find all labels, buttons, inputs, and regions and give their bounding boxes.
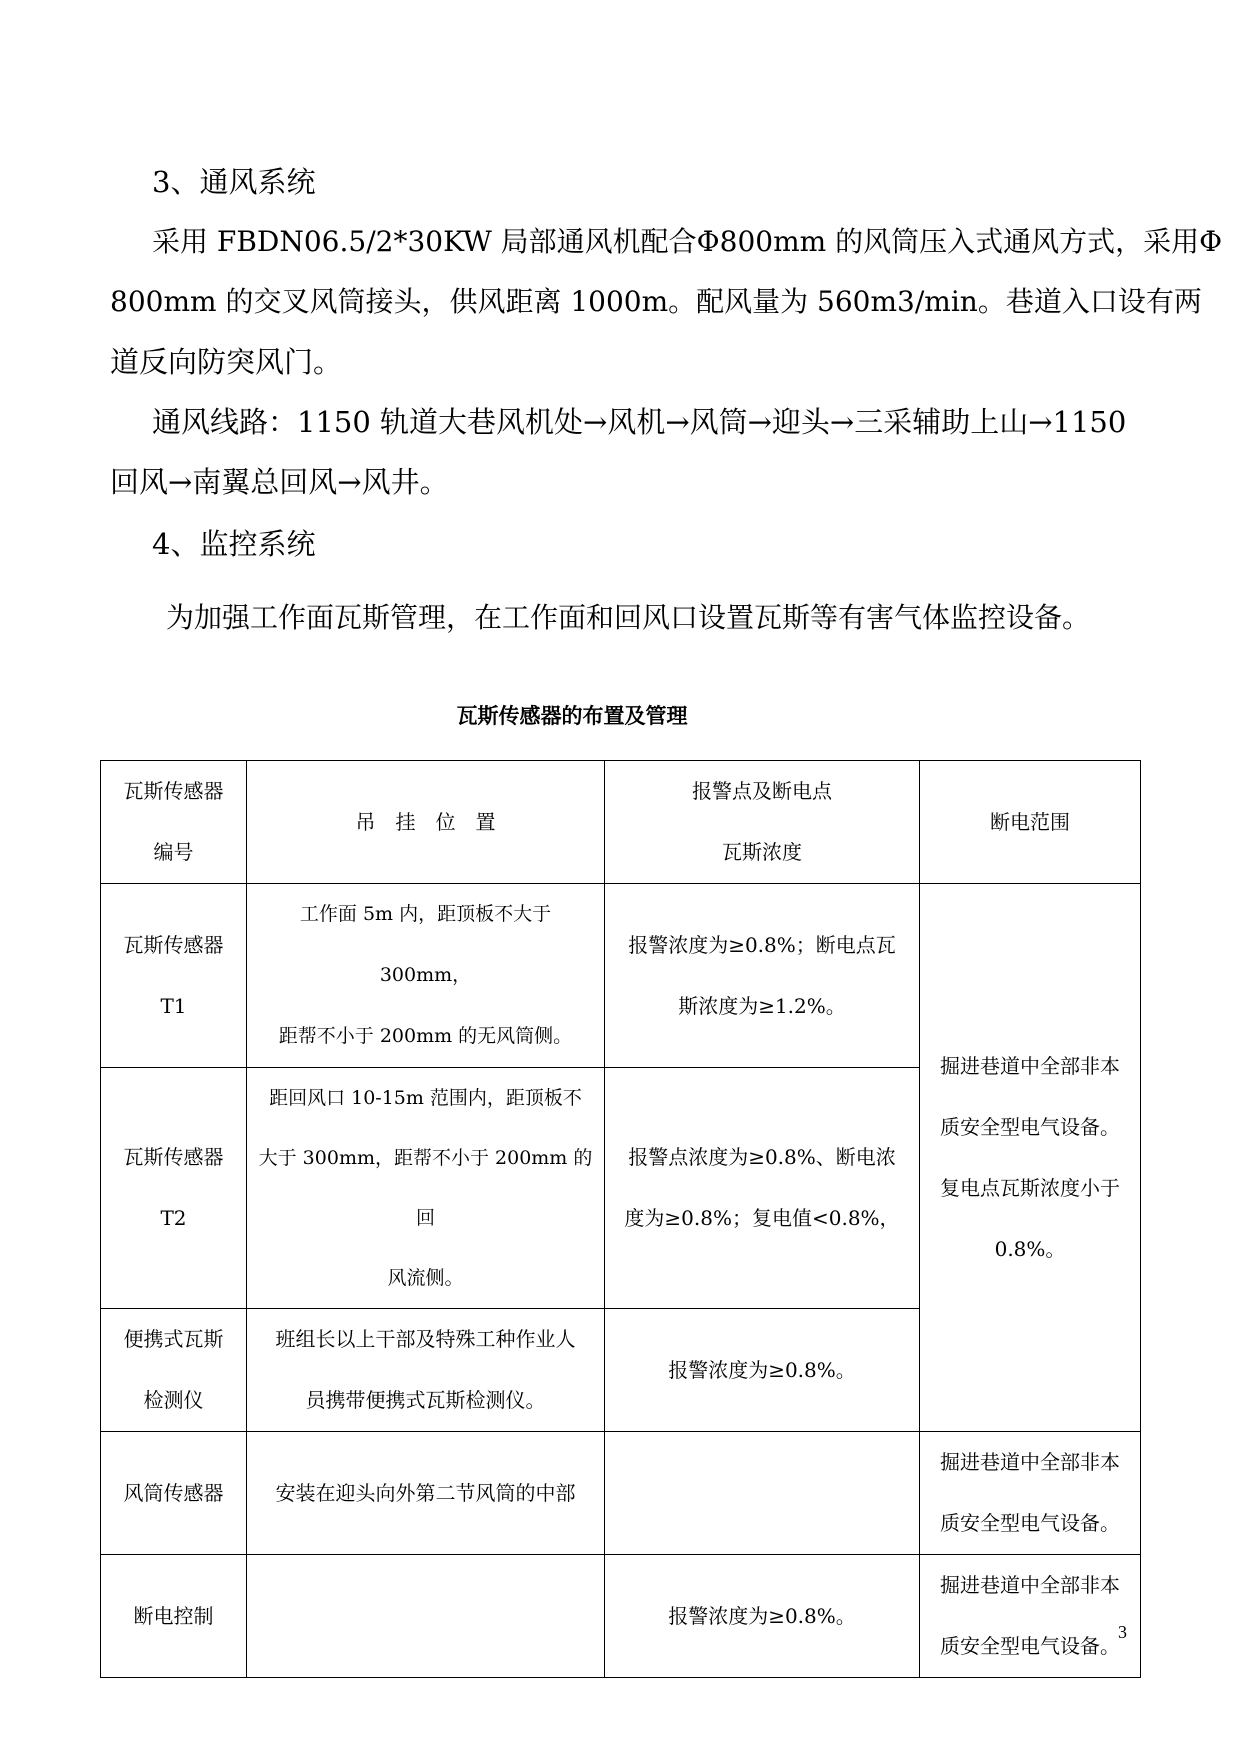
header-sensor-id-line1: 瓦斯传感器 xyxy=(123,779,224,803)
paragraph-route-line2: 回风→南翼总回风→风井。 xyxy=(110,465,449,499)
cell-line: 班组长以上干部及特殊工种作业人 xyxy=(275,1327,576,1351)
cell-line: 断电控制 xyxy=(133,1603,214,1628)
cell-line: 0.8%。 xyxy=(994,1236,1066,1261)
cell-line: 距回风口 10-15m 范围内，距顶板不 xyxy=(269,1087,582,1109)
cell-range xyxy=(920,1555,1141,1678)
cell-line: 瓦斯传感器 xyxy=(123,932,224,957)
cell-alarm xyxy=(605,1555,920,1678)
cell-line: 员携带便携式瓦斯检测仪。 xyxy=(305,1388,546,1412)
cell-position xyxy=(247,1432,605,1555)
cell-line: 报警浓度为≥0.8%。 xyxy=(668,1603,856,1628)
cell-sensor-id xyxy=(101,1432,247,1555)
page-number: 3 xyxy=(1118,1622,1127,1642)
cell-line: 斯浓度为≥1.2%。 xyxy=(678,993,846,1018)
heading-ventilation: 3、通风系统 xyxy=(152,165,316,199)
cell-line: 风筒传感器 xyxy=(123,1480,224,1505)
cell-line: 大于 300mm，距帮不小于 200mm 的回 xyxy=(258,1147,593,1229)
header-range xyxy=(920,761,1141,884)
cell-line: 质安全型电气设备。 xyxy=(940,1114,1120,1139)
paragraph-route-line1: 通风线路：1150 轨道大巷风机处→风机→风筒→迎头→三采辅助上山→1150 xyxy=(152,405,1127,439)
header-sensor-id xyxy=(101,761,247,884)
paragraph-ventilation-line2: 800mm 的交叉风筒接头，供风距离 1000m。配风量为 560m3/min。巷道入口设有两 xyxy=(110,285,1202,318)
header-position-label: 吊 挂 位 置 xyxy=(355,809,496,834)
cell-line: 检测仪 xyxy=(143,1388,204,1412)
table-row xyxy=(101,884,1141,1068)
header-range-label: 断电范围 xyxy=(990,809,1070,834)
table-row xyxy=(101,1432,1141,1555)
cell-line: 掘进巷道中全部非本 xyxy=(940,1573,1120,1597)
table-caption: 瓦斯传感器的布置及管理 xyxy=(456,704,688,728)
cell-line: 报警浓度为≥0.8%；断电点瓦 xyxy=(628,932,896,957)
cell-sensor-id xyxy=(101,1555,247,1678)
cell-position xyxy=(247,1309,605,1432)
header-alarm xyxy=(605,761,920,884)
cell-sensor-id xyxy=(101,884,247,1068)
header-position xyxy=(247,761,605,884)
cell-line: T1 xyxy=(160,993,187,1018)
cell-line: 度为≥0.8%；复电值<0.8%， xyxy=(624,1206,900,1230)
cell-sensor-id xyxy=(101,1309,247,1432)
cell-line: 风流侧。 xyxy=(387,1267,464,1289)
cell-alarm xyxy=(605,884,920,1068)
cell-line: 便携式瓦斯 xyxy=(123,1327,224,1351)
cell-position xyxy=(247,1068,605,1309)
heading-monitoring: 4、监控系统 xyxy=(152,527,316,561)
cell-line: 工作面 5m 内，距顶板不大于 300mm， xyxy=(299,903,552,986)
cell-line: 瓦斯传感器 xyxy=(123,1145,224,1169)
cell-line: 复电点瓦斯浓度小于 xyxy=(940,1175,1120,1200)
gas-sensor-table xyxy=(100,760,1141,1678)
cell-sensor-id xyxy=(101,1068,247,1309)
cell-line: 质安全型电气设备。 xyxy=(940,1511,1120,1535)
paragraph-monitoring: 为加强工作面瓦斯管理，在工作面和回风口设置瓦斯等有害气体监控设备。 xyxy=(166,601,1091,634)
cell-alarm xyxy=(605,1068,920,1309)
cell-line: 安装在迎头向外第二节风筒的中部 xyxy=(275,1480,576,1505)
paragraph-ventilation-line3: 道反向防突风门。 xyxy=(110,345,343,379)
cell-range xyxy=(920,1432,1141,1555)
cell-line: 报警点浓度为≥0.8%、断电浓 xyxy=(628,1145,896,1169)
cell-line: 质安全型电气设备。 xyxy=(940,1634,1120,1658)
header-alarm-line1: 报警点及断电点 xyxy=(692,779,832,803)
table-row xyxy=(101,1555,1141,1678)
header-alarm-line2: 瓦斯浓度 xyxy=(722,840,802,864)
cell-alarm xyxy=(605,1432,920,1555)
cell-line: T2 xyxy=(160,1206,187,1230)
paragraph-ventilation-line1: 采用 FBDN06.5/2*30KW 局部通风机配合Φ800mm 的风筒压入式通风方式，采用Φ xyxy=(152,225,1223,258)
cell-position xyxy=(247,884,605,1068)
cell-line: 掘进巷道中全部非本 xyxy=(940,1450,1120,1474)
cell-line: 掘进巷道中全部非本 xyxy=(940,1053,1120,1078)
cell-line: 距帮不小于 200mm 的无风筒侧。 xyxy=(278,1025,573,1047)
cell-line: 报警浓度为≥0.8%。 xyxy=(668,1357,856,1382)
table-header-row xyxy=(101,761,1141,884)
cell-alarm xyxy=(605,1309,920,1432)
cell-range-merged xyxy=(920,884,1141,1432)
header-sensor-id-line2: 编号 xyxy=(153,840,194,864)
cell-position xyxy=(247,1555,605,1678)
